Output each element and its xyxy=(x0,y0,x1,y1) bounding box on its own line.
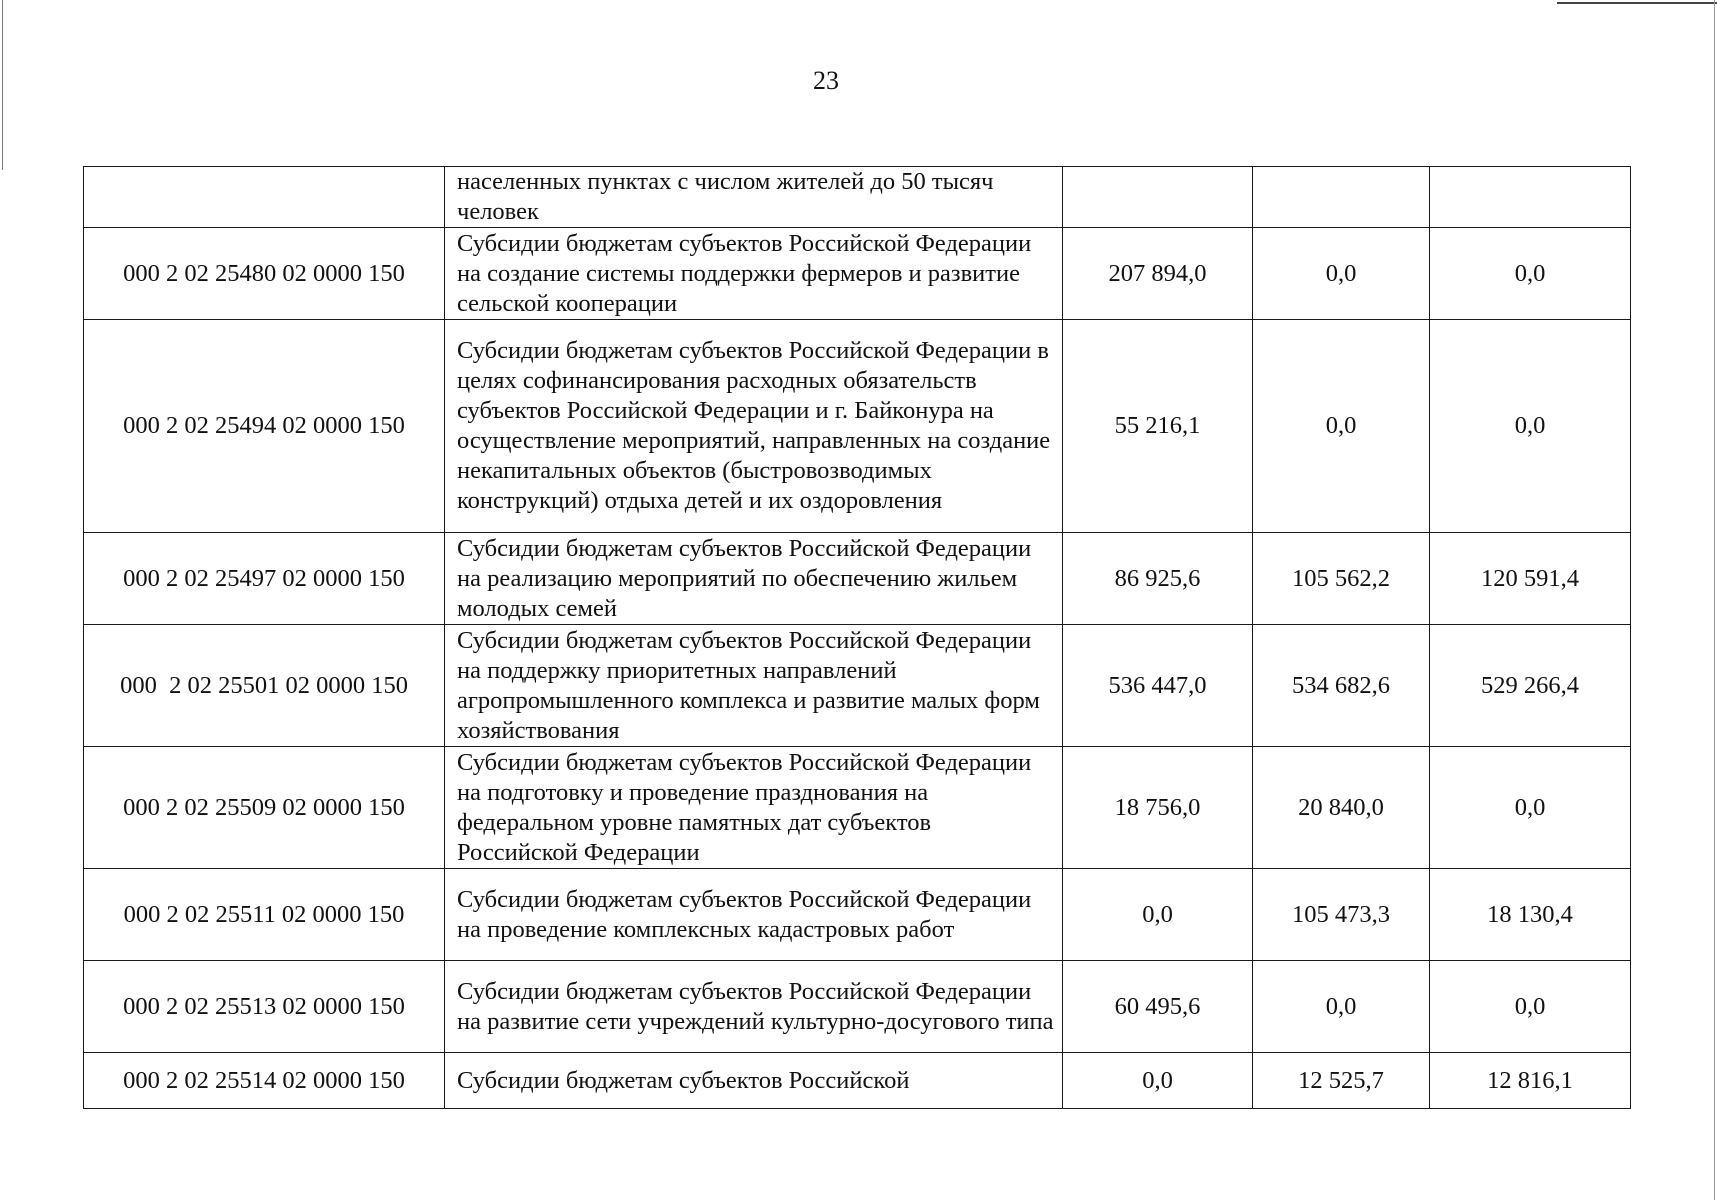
budget-code-cell xyxy=(84,167,445,228)
budget-code-cell: 000 2 02 25511 02 0000 150 xyxy=(84,869,445,961)
amount-year1-cell: 86 925,6 xyxy=(1063,533,1253,625)
description-cell: Субсидии бюджетам субъектов Российской Федерации на реализацию мероприятий по обеспечению жильем молодых семей xyxy=(445,533,1063,625)
scan-edge-right xyxy=(1714,0,1715,1200)
amount-year3-cell: 0,0 xyxy=(1430,228,1631,320)
amount-year3-cell: 18 130,4 xyxy=(1430,869,1631,961)
table-row xyxy=(84,533,1631,625)
table-row xyxy=(84,228,1631,320)
amount-year2-cell: 0,0 xyxy=(1253,961,1430,1053)
amount-year1-cell: 60 495,6 xyxy=(1063,961,1253,1053)
amount-year3-cell: 12 816,1 xyxy=(1430,1053,1631,1109)
amount-year1-cell: 55 216,1 xyxy=(1063,320,1253,533)
amount-year2-cell: 105 473,3 xyxy=(1253,869,1430,961)
scan-edge-top xyxy=(1557,2,1717,4)
table-row xyxy=(84,625,1631,747)
amount-year2-cell: 0,0 xyxy=(1253,320,1430,533)
amount-year2-cell: 534 682,6 xyxy=(1253,625,1430,747)
amount-year1-cell: 207 894,0 xyxy=(1063,228,1253,320)
amount-year2-cell: 105 562,2 xyxy=(1253,533,1430,625)
description-cell: населенных пунктах с числом жителей до 50 тысяч человек xyxy=(445,167,1063,228)
budget-code-cell: 000 2 02 25494 02 0000 150 xyxy=(84,320,445,533)
amount-year1-cell: 18 756,0 xyxy=(1063,747,1253,869)
budget-code-cell: 000 2 02 25480 02 0000 150 xyxy=(84,228,445,320)
amount-year2-cell xyxy=(1253,167,1430,228)
amount-year1-cell: 536 447,0 xyxy=(1063,625,1253,747)
description-cell: Субсидии бюджетам субъектов Российской xyxy=(445,1053,1063,1109)
amount-year3-cell: 0,0 xyxy=(1430,320,1631,533)
description-cell: Субсидии бюджетам субъектов Российской Федерации на подготовку и проведение празднования на федеральном уровне памятных дат субъектов Российской Федерации xyxy=(445,747,1063,869)
amount-year2-cell: 20 840,0 xyxy=(1253,747,1430,869)
table-row xyxy=(84,320,1631,533)
budget-code-cell: 000 2 02 25509 02 0000 150 xyxy=(84,747,445,869)
amount-year2-cell: 12 525,7 xyxy=(1253,1053,1430,1109)
description-cell: Субсидии бюджетам субъектов Российской Федерации на проведение комплексных кадастровых работ xyxy=(445,869,1063,961)
amount-year1-cell: 0,0 xyxy=(1063,869,1253,961)
table-row xyxy=(84,1053,1631,1109)
amount-year3-cell: 120 591,4 xyxy=(1430,533,1631,625)
budget-code-cell: 000 2 02 25514 02 0000 150 xyxy=(84,1053,445,1109)
table-row xyxy=(84,167,1631,228)
table-row xyxy=(84,961,1631,1053)
budget-code-cell: 000 2 02 25513 02 0000 150 xyxy=(84,961,445,1053)
page-number: 23 xyxy=(813,66,839,95)
description-cell: Субсидии бюджетам субъектов Российской Федерации на поддержку приоритетных направлений агропромышленного комплекса и развитие малых форм хозяйствования xyxy=(445,625,1063,747)
amount-year3-cell: 0,0 xyxy=(1430,961,1631,1053)
budget-table xyxy=(83,166,1631,1109)
table-row xyxy=(84,747,1631,869)
description-cell: Субсидии бюджетам субъектов Российской Федерации на создание системы поддержки фермеров и развитие сельской кооперации xyxy=(445,228,1063,320)
amount-year3-cell: 529 266,4 xyxy=(1430,625,1631,747)
amount-year3-cell: 0,0 xyxy=(1430,747,1631,869)
amount-year1-cell xyxy=(1063,167,1253,228)
amount-year1-cell: 0,0 xyxy=(1063,1053,1253,1109)
budget-code-cell: 000 2 02 25501 02 0000 150 xyxy=(84,625,445,747)
description-cell: Субсидии бюджетам субъектов Российской Федерации на развитие сети учреждений культурно-досугового типа xyxy=(445,961,1063,1053)
budget-code-cell: 000 2 02 25497 02 0000 150 xyxy=(84,533,445,625)
description-cell: Субсидии бюджетам субъектов Российской Федерации в целях софинансирования расходных обязательств субъектов Российской Федерации и г. Байконура на осуществление мероприятий, направленных на создание некапитальных объектов (быстровозводимых конструкций) отдыха детей и их оздоровления xyxy=(445,320,1063,533)
amount-year2-cell: 0,0 xyxy=(1253,228,1430,320)
amount-year3-cell xyxy=(1430,167,1631,228)
table-row xyxy=(84,869,1631,961)
